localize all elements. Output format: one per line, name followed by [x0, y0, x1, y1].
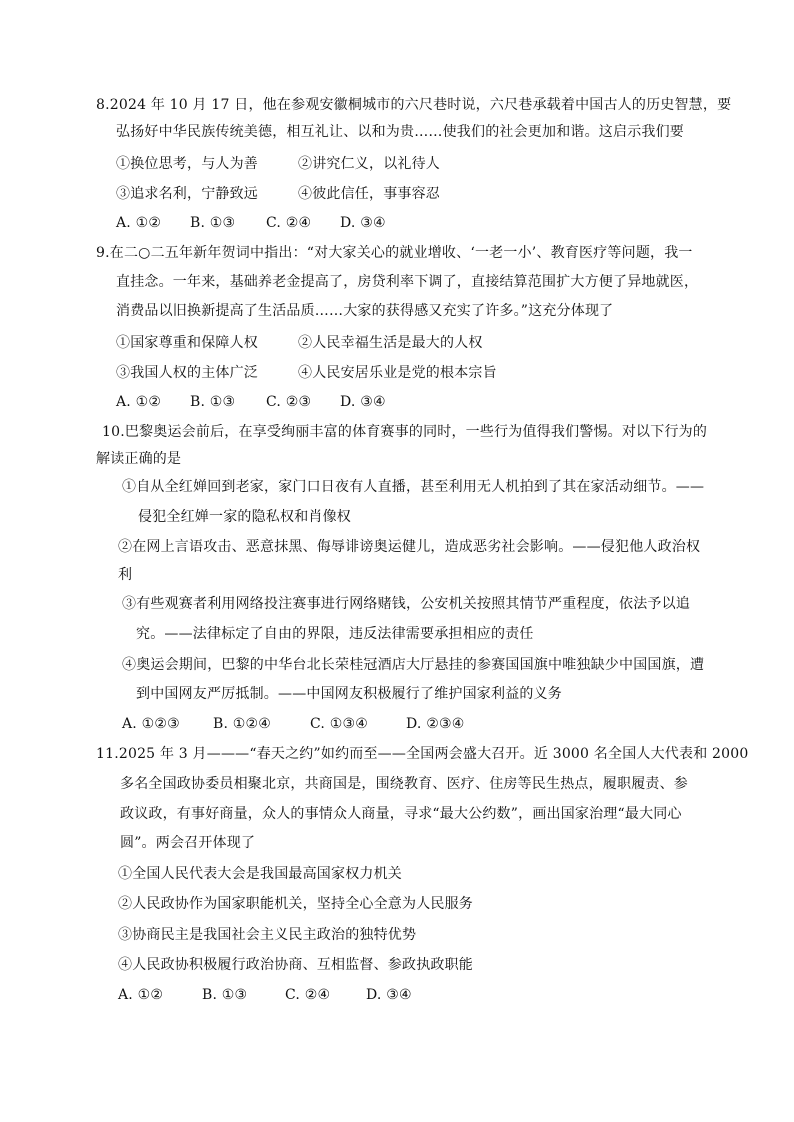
- question-8-item-2: ②讲究仁义，以礼待人: [298, 156, 440, 172]
- question-8-option-d: D. ③④: [340, 215, 386, 231]
- question-10-item-1-line-1: ①自从全红婵回到老家，家门口日夜有人直播，甚至利用无人机拍到了其在家活动细节。——: [122, 479, 705, 495]
- question-8-stem-line-1: 8.2024 年 10 月 17 日，他在参观安徽桐城市的六尺巷时说，六尺巷承载着中国古人的历史智慧，要: [96, 97, 732, 113]
- question-11-option-b: B. ①③: [202, 987, 248, 1003]
- question-8-stem-line-2: 弘扬好中华民族传统美德，相互礼让、以和为贵……使我们的社会更加和谐。这启示我们要: [116, 124, 684, 140]
- question-11-stem-line-3: 政议政，有事好商量，众人的事情众人商量，寻求“最大公约数”，画出国家治理“最大同心: [120, 806, 682, 822]
- question-11-option-a: A. ①②: [118, 987, 164, 1003]
- question-9-option-b: B. ①③: [190, 394, 236, 410]
- question-10-item-3-line-1: ③有些观赛者利用网络投注赛事进行网络赌钱，公安机关按照其情节严重程度，依法予以追: [122, 596, 690, 612]
- question-10-stem-line-1: 10.巴黎奥运会前后，在享受绚丽丰富的体育赛事的同时，一些行为值得我们警惕。对以下行为的: [102, 424, 708, 440]
- question-9-item-1: ①国家尊重和保障人权: [116, 335, 258, 351]
- question-9-option-a: A. ①②: [116, 394, 162, 410]
- question-9-stem-line-1: 9.在二○二五年新年贺词中指出：“对大家关心的就业增收、‘一老一小’、教育医疗等问题，我一: [96, 245, 693, 261]
- question-9-item-3: ③我国人权的主体广泛: [116, 365, 258, 381]
- question-10-item-3-line-2: 究。——法律标定了自由的界限，违反法律需要承担相应的责任: [136, 626, 534, 642]
- question-10-item-1-line-2: 侵犯全红婵一家的隐私权和肖像权: [138, 509, 351, 525]
- question-11-item-4: ④人民政协积极履行政治协商、互相监督、参政执政职能: [118, 957, 473, 973]
- question-8-item-3: ③追求名利，宁静致远: [116, 186, 258, 202]
- question-9-option-d: D. ③④: [340, 394, 386, 410]
- question-9-option-c: C. ②③: [266, 394, 312, 410]
- question-10-option-c: C. ①③④: [310, 716, 368, 732]
- question-9-stem-line-3: 消费品以旧换新提高了生活品质……大家的获得感又充实了许多。”这充分体现了: [116, 303, 614, 319]
- question-10-item-4-line-1: ④奥运会期间，巴黎的中华台北长荣桂冠酒店大厅悬挂的参赛国国旗中唯独缺少中国国旗，遭: [122, 657, 705, 673]
- question-10-stem-line-2: 解读正确的是: [96, 451, 182, 467]
- question-10-item-4-line-2: 到中国网友严厉抵制。——中国网友积极履行了维护国家利益的义务: [136, 686, 562, 702]
- question-11-stem-line-4: 圆”。两会召开体现了: [120, 835, 256, 851]
- question-11-item-1: ①全国人民代表大会是我国最高国家权力机关: [118, 866, 402, 882]
- question-10-item-2-line-1: ②在网上言语攻击、恶意抹黑、侮辱诽谤奥运健儿，造成恶劣社会影响。——侵犯他人政治权: [118, 539, 701, 555]
- question-8-item-1: ①换位思考，与人为善: [116, 156, 258, 172]
- question-9-stem-line-2: 直挂念。一年来，基础养老金提高了，房贷利率下调了，直接结算范围扩大方便了异地就医，: [116, 274, 699, 290]
- question-8-item-4: ④彼此信任，事事容忍: [298, 186, 440, 202]
- question-9-item-2: ②人民幸福生活是最大的人权: [298, 335, 483, 351]
- question-11-stem-line-2: 多名全国政协委员相聚北京，共商国是，围绕教育、医疗、住房等民生热点，履职履责、参: [120, 776, 688, 792]
- question-8-option-c: C. ②④: [266, 215, 312, 231]
- question-8-option-b: B. ①③: [190, 215, 236, 231]
- question-10-item-2-line-2: 利: [118, 567, 133, 583]
- question-9-item-4: ④人民安居乐业是党的根本宗旨: [298, 365, 497, 381]
- question-11-option-c: C. ②④: [285, 987, 331, 1003]
- question-8-option-a: A. ①②: [116, 215, 162, 231]
- question-11-stem-line-1: 11.2025 年 3 月———“春天之约”如约而至——全国两会盛大召开。近 3000 名全国人大代表和 2000: [96, 746, 749, 762]
- question-11-item-3: ③协商民主是我国社会主义民主政治的独特优势: [118, 927, 417, 943]
- question-10-option-d: D. ②③④: [406, 716, 465, 732]
- question-10-option-a: A. ①②③: [122, 716, 180, 732]
- question-11-item-2: ②人民政协作为国家职能机关，坚持全心全意为人民服务: [118, 896, 473, 912]
- question-10-option-b: B. ①②④: [213, 716, 272, 732]
- question-11-option-d: D. ③④: [366, 987, 412, 1003]
